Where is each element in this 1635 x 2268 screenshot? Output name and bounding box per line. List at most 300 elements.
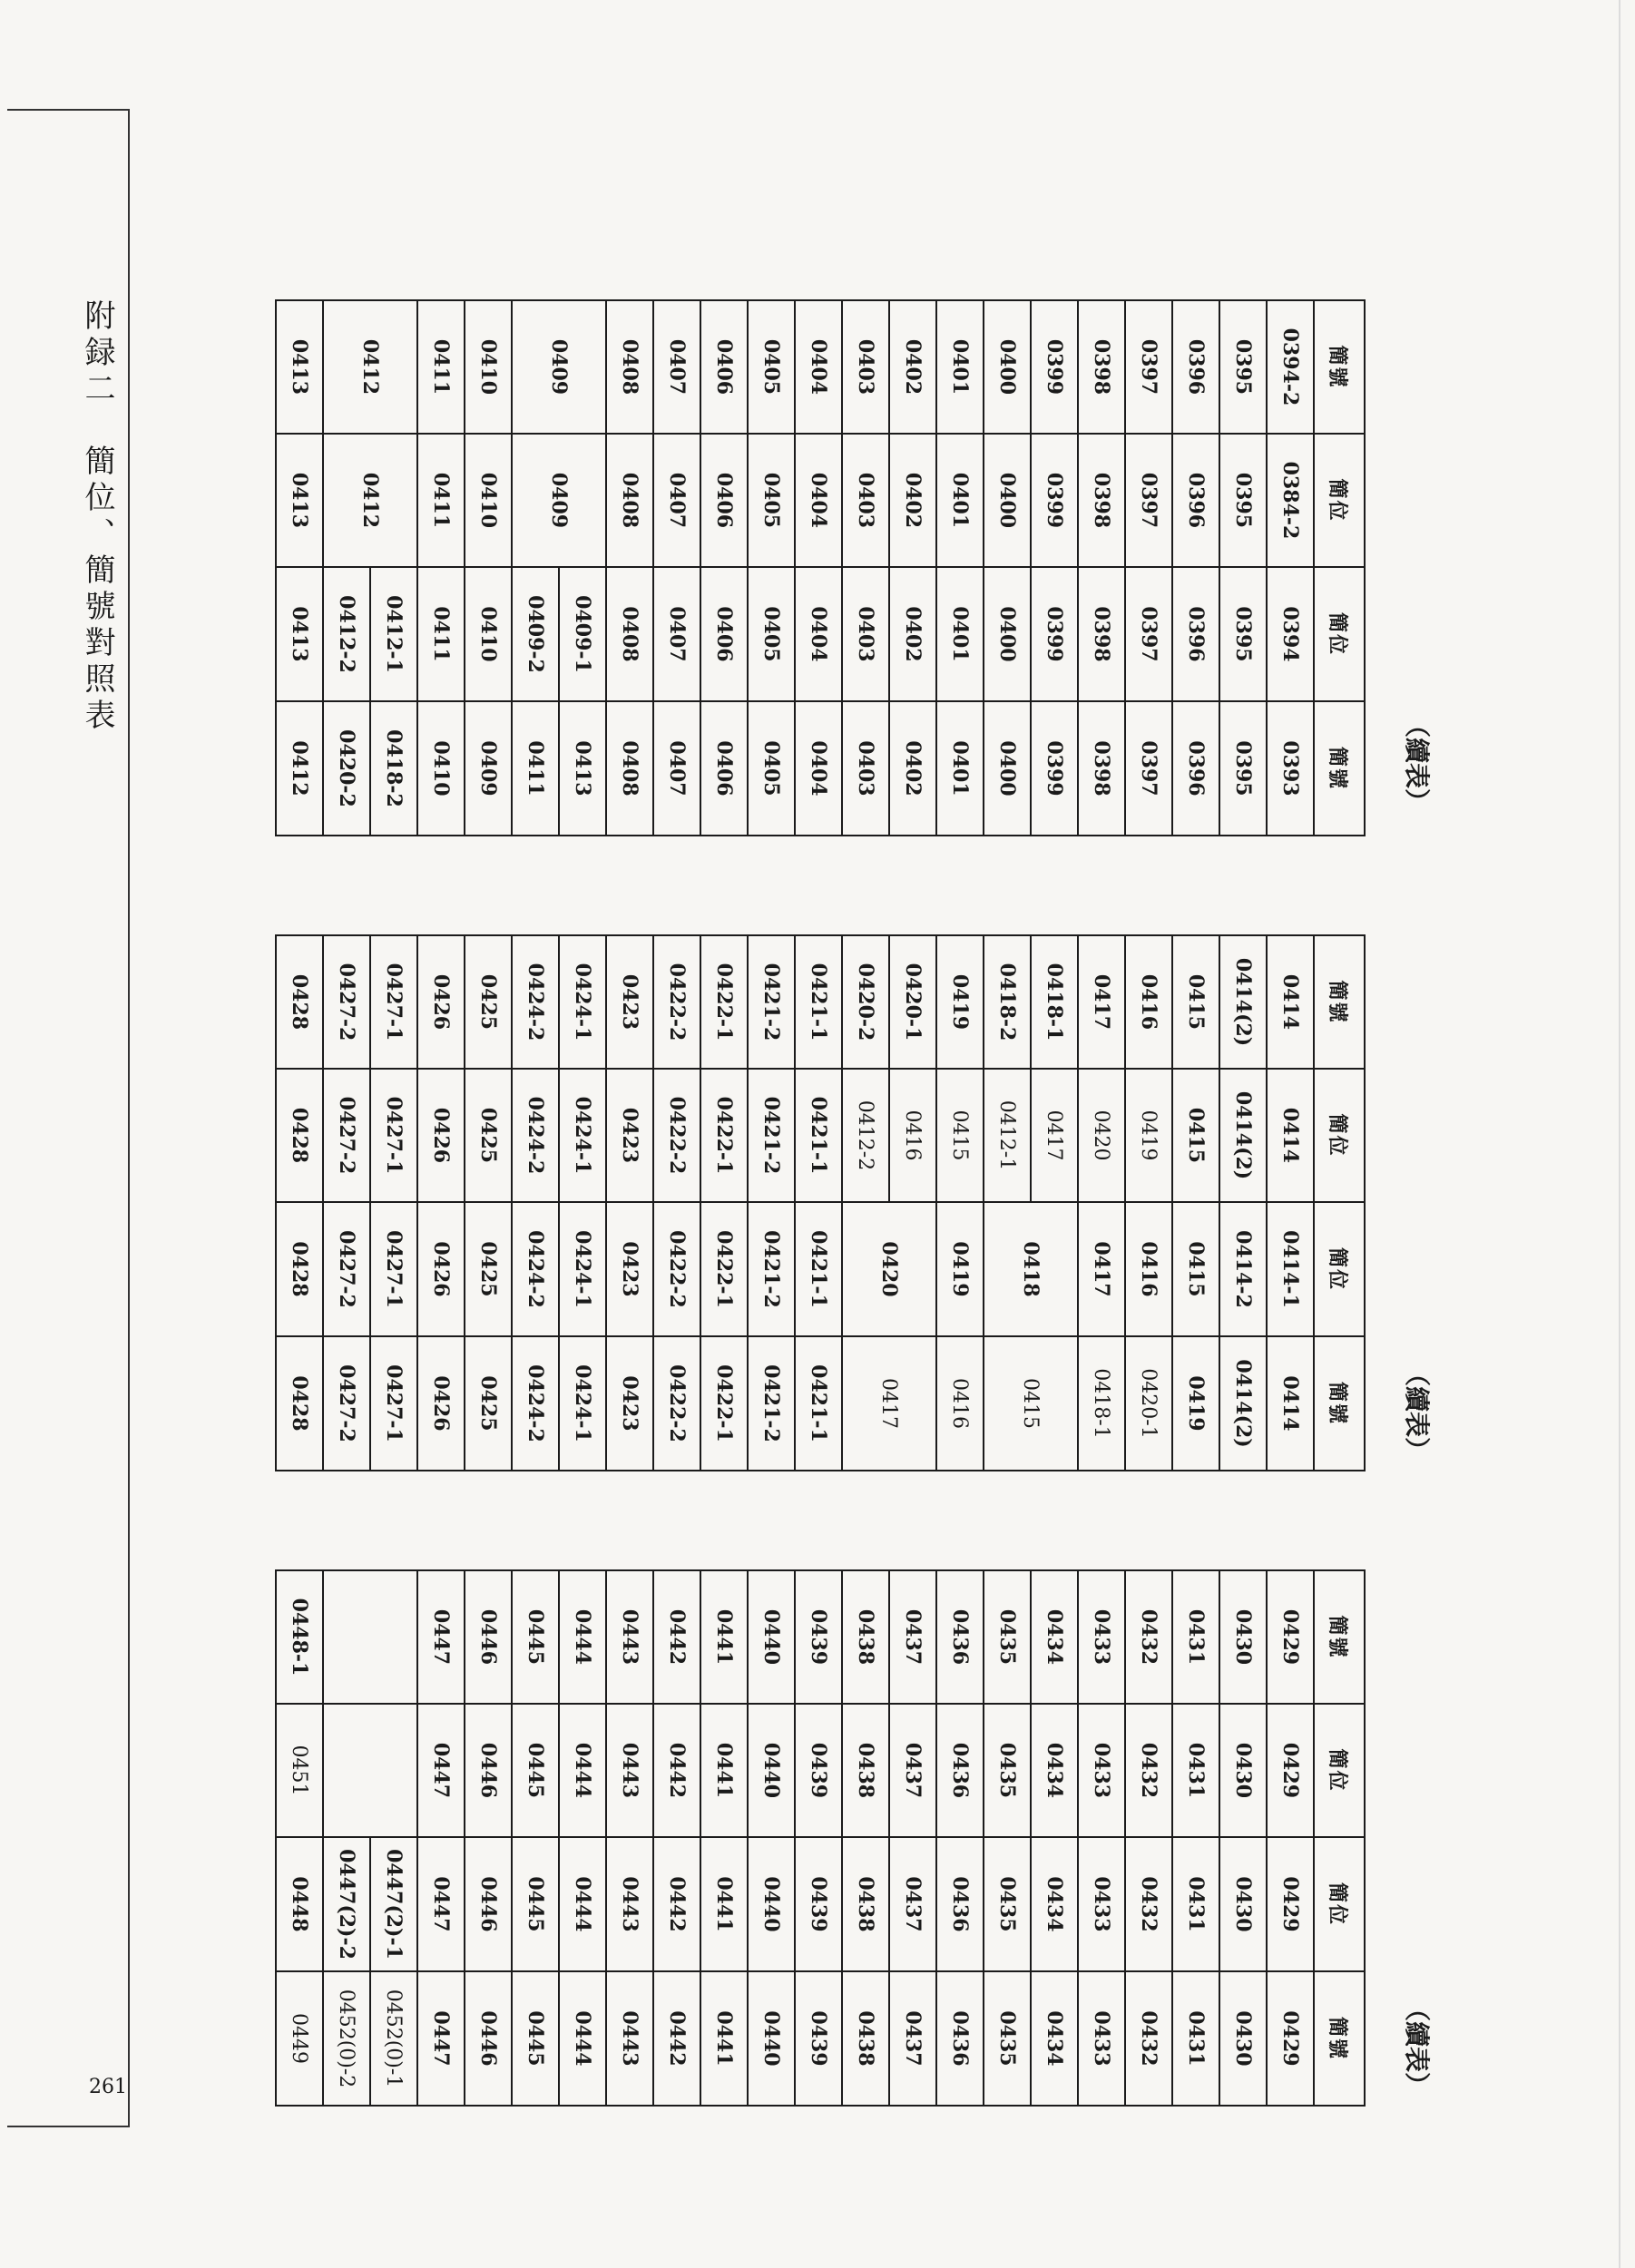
table-cell: 0418-1 — [1031, 935, 1078, 1069]
table-cell: 0411 — [417, 300, 465, 434]
table-cell: 0411 — [512, 701, 559, 836]
table-row — [417, 1570, 465, 2106]
table-cell: 0421-1 — [795, 935, 842, 1069]
table-cell: 0402 — [889, 300, 936, 434]
table-cell: 0446 — [465, 1971, 512, 2106]
table-cell: 0396 — [1172, 567, 1219, 701]
table-cell: 0394 — [1267, 567, 1314, 701]
table-cell: 0407 — [653, 701, 700, 836]
table-cell: 0420-1 — [1125, 1336, 1172, 1471]
table-cell: 0414(2) — [1219, 1336, 1267, 1471]
table-cell: 0433 — [1078, 1837, 1125, 1971]
table-cell: 0412-2 — [842, 1069, 889, 1202]
table-row — [1172, 935, 1219, 1471]
header-slip-position: 簡位 — [1314, 1202, 1365, 1336]
table-cell: 0442 — [653, 1704, 700, 1837]
table-cell: 0431 — [1172, 1704, 1219, 1837]
table-cell: 0403 — [842, 300, 889, 434]
table-cell: 0421-1 — [795, 1202, 842, 1336]
table-cell: 0417 — [1078, 935, 1125, 1069]
table-cell: 0412 — [323, 300, 417, 434]
table-cell: 0437 — [889, 1570, 936, 1704]
table-cell: 0448 — [276, 1837, 323, 1971]
table-row — [1031, 935, 1078, 1471]
table-row — [795, 935, 842, 1471]
table-cell: 0415 — [1172, 1202, 1219, 1336]
table-row — [1219, 935, 1267, 1471]
table-row — [417, 300, 465, 836]
table-cell: 0444 — [559, 1704, 606, 1837]
table-cell: 0406 — [700, 434, 748, 567]
table-cell: 0424-1 — [559, 1336, 606, 1471]
table-cell: 0443 — [606, 1704, 653, 1837]
table-row — [559, 935, 606, 1471]
table-cell: 0427-2 — [323, 1202, 370, 1336]
table-row — [1267, 1570, 1314, 2106]
table-cell: 0405 — [748, 701, 795, 836]
table-cell: 0420-2 — [842, 935, 889, 1069]
table-cell: 0399 — [1031, 434, 1078, 567]
table-row — [559, 1570, 606, 2106]
header-slip-number: 簡號 — [1314, 1336, 1365, 1471]
table-cell: 0404 — [795, 567, 842, 701]
table-cell: 0409 — [512, 300, 606, 434]
table-cell: 0422-1 — [700, 1336, 748, 1471]
table-cell: 0416 — [889, 1069, 936, 1202]
table-row — [606, 935, 653, 1471]
table-cell: 0410 — [465, 567, 512, 701]
table-cell: 0447(2)-1 — [370, 1837, 417, 1971]
table-cell: 0407 — [653, 300, 700, 434]
table-cell: 0422-1 — [700, 1202, 748, 1336]
table-cell: 0443 — [606, 1837, 653, 1971]
table-cell: 0403 — [842, 434, 889, 567]
table-row — [276, 1570, 323, 2106]
table-cell: 0399 — [1031, 567, 1078, 701]
table-row — [323, 935, 370, 1471]
table-cell: 0422-2 — [653, 935, 700, 1069]
table-cell: 0398 — [1078, 567, 1125, 701]
table-cell: 0447 — [417, 1704, 465, 1837]
table-cell: 0415 — [936, 1069, 984, 1202]
table-cell: 0440 — [748, 1971, 795, 2106]
table-cell: 0419 — [936, 1202, 984, 1336]
table-cell: 0405 — [748, 567, 795, 701]
table-cell: 0423 — [606, 1069, 653, 1202]
table-cell: 0398 — [1078, 434, 1125, 567]
table-row — [465, 300, 512, 836]
table-cell: 0414(2) — [1219, 935, 1267, 1069]
table-cell: 0409-1 — [559, 567, 606, 701]
table-cell: 0430 — [1219, 1704, 1267, 1837]
table-row — [936, 300, 984, 836]
table-row — [512, 935, 559, 1471]
table-cell: 0410 — [465, 434, 512, 567]
table-cell: 0411 — [417, 434, 465, 567]
table-cell: 0442 — [653, 1570, 700, 1704]
table-cell: 0410 — [417, 701, 465, 836]
table-cell: 0418-1 — [1078, 1336, 1125, 1471]
table-cell: 0436 — [936, 1704, 984, 1837]
table-cell: 0404 — [795, 434, 842, 567]
table-cell: 0405 — [748, 434, 795, 567]
table-row — [276, 935, 323, 1471]
table-row — [417, 935, 465, 1471]
table-cell: 0414 — [1267, 935, 1314, 1069]
header-slip-number: 簡號 — [1314, 935, 1365, 1069]
table-cell: 0432 — [1125, 1837, 1172, 1971]
table-cell: 0444 — [559, 1570, 606, 1704]
table-row — [1267, 300, 1314, 836]
table-cell: 0417 — [1031, 1069, 1078, 1202]
table-cell: 0418 — [984, 1202, 1078, 1336]
table-row — [1172, 300, 1219, 836]
table-cell: 0436 — [936, 1837, 984, 1971]
table-row — [1125, 300, 1172, 836]
table-row — [1078, 1570, 1125, 2106]
table-row — [606, 300, 653, 836]
table-row — [936, 1570, 984, 2106]
table-cell: 0430 — [1219, 1570, 1267, 1704]
table-cell: 0435 — [984, 1971, 1031, 2106]
table-row — [1125, 1570, 1172, 2106]
table-cell: 0404 — [795, 300, 842, 434]
table-cell: 0421-1 — [795, 1069, 842, 1202]
table-cell: 0412 — [323, 434, 417, 567]
table-cell: 0395 — [1219, 701, 1267, 836]
table-cell: 0405 — [748, 300, 795, 434]
table-cell: 0407 — [653, 434, 700, 567]
table-cell: 0417 — [842, 1336, 936, 1471]
table-cell: 0421-2 — [748, 1336, 795, 1471]
table-cell: 0441 — [700, 1837, 748, 1971]
table-cell: 0433 — [1078, 1971, 1125, 2106]
table-cell: 0399 — [1031, 701, 1078, 836]
table-cell: 0393 — [1267, 701, 1314, 836]
table-row — [1219, 1570, 1267, 2106]
table-row — [889, 1570, 936, 2106]
table-cell: 0438 — [842, 1570, 889, 1704]
table-cell: 0409-2 — [512, 567, 559, 701]
table-cell: 0439 — [795, 1704, 842, 1837]
table-cell: 0439 — [795, 1837, 842, 1971]
table-cell: 0426 — [417, 1336, 465, 1471]
table-row — [1078, 300, 1125, 836]
table-row — [795, 300, 842, 836]
table-cell: 0414-1 — [1267, 1202, 1314, 1336]
table-cell: 0424-2 — [512, 935, 559, 1069]
table-row — [842, 1570, 889, 2106]
table-header-row — [1314, 300, 1365, 836]
table-cell: 0412 — [276, 701, 323, 836]
header-slip-number: 簡號 — [1314, 300, 1365, 434]
table-cell: 0443 — [606, 1570, 653, 1704]
table-row — [512, 1570, 559, 2106]
table-cell: 0414 — [1267, 1069, 1314, 1202]
table-cell: 0395 — [1219, 300, 1267, 434]
table-cell: 0423 — [606, 1336, 653, 1471]
table-cell: 0397 — [1125, 434, 1172, 567]
table-cell: 0398 — [1078, 300, 1125, 434]
table-cell: 0423 — [606, 1202, 653, 1336]
table-cell: 0406 — [700, 701, 748, 836]
table-cell: 0401 — [936, 701, 984, 836]
header-slip-position: 簡位 — [1314, 1069, 1365, 1202]
table-cell: 0438 — [842, 1704, 889, 1837]
mapping-table-2 — [275, 934, 1366, 1471]
table-cell: 0427-2 — [323, 1336, 370, 1471]
table-row — [1031, 1570, 1078, 2106]
table-row — [842, 300, 889, 836]
table-cell: 0441 — [700, 1971, 748, 2106]
table-cell: 0395 — [1219, 434, 1267, 567]
table-cell: 0428 — [276, 935, 323, 1069]
table-cell: 0425 — [465, 935, 512, 1069]
table-cell: 0425 — [465, 1069, 512, 1202]
table-cell: 0424-2 — [512, 1069, 559, 1202]
table-cell: 0408 — [606, 567, 653, 701]
table-cell: 0395 — [1219, 567, 1267, 701]
table-row — [700, 300, 748, 836]
table-row — [559, 300, 606, 836]
table-cell: 0394-2 — [1267, 300, 1314, 434]
table-cell: 0446 — [465, 1704, 512, 1837]
table-cell: 0424-2 — [512, 1336, 559, 1471]
table-cell: 0401 — [936, 434, 984, 567]
table-cell: 0398 — [1078, 701, 1125, 836]
table-cell: 0442 — [653, 1837, 700, 1971]
table-row — [370, 1570, 417, 2106]
table-cell: 0437 — [889, 1704, 936, 1837]
table-cell: 0425 — [465, 1202, 512, 1336]
table-caption: （續表） — [1402, 1361, 1432, 1463]
table-cell: 0421-1 — [795, 1336, 842, 1471]
table-cell: 0446 — [465, 1837, 512, 1971]
table-cell: 0430 — [1219, 1971, 1267, 2106]
table-row — [653, 300, 700, 836]
table-cell: 0424-1 — [559, 1069, 606, 1202]
table-cell: 0445 — [512, 1837, 559, 1971]
table-cell: 0413 — [276, 434, 323, 567]
table-cell: 0422-2 — [653, 1069, 700, 1202]
table-cell: 0434 — [1031, 1837, 1078, 1971]
table-row — [653, 1570, 700, 2106]
table-cell: 0428 — [276, 1069, 323, 1202]
table-cell: 0440 — [748, 1837, 795, 1971]
table-row — [606, 1570, 653, 2106]
table-cell: 0447(2)-2 — [323, 1837, 370, 1971]
table-cell: 0410 — [465, 300, 512, 434]
table-cell: 0402 — [889, 567, 936, 701]
table-cell: 0414 — [1267, 1336, 1314, 1471]
table-cell: 0400 — [984, 567, 1031, 701]
table-row — [748, 1570, 795, 2106]
table-cell: 0427-1 — [370, 1336, 417, 1471]
table-cell: 0421-2 — [748, 1069, 795, 1202]
table-cell: 0447 — [417, 1570, 465, 1704]
table-cell: 0422-2 — [653, 1336, 700, 1471]
table-cell: 0413 — [559, 701, 606, 836]
table-cell: 0440 — [748, 1570, 795, 1704]
table-header-row — [1314, 935, 1365, 1471]
table-cell: 0431 — [1172, 1971, 1219, 2106]
table-cell: 0429 — [1267, 1704, 1314, 1837]
table-cell: 0438 — [842, 1971, 889, 2106]
table-cell: 0420 — [842, 1202, 936, 1336]
table-cell: 0396 — [1172, 434, 1219, 567]
table-row — [984, 1570, 1031, 2106]
table-cell: 0447 — [417, 1837, 465, 1971]
table-cell: 0449 — [276, 1971, 323, 2106]
mapping-table-3 — [275, 1569, 1366, 2107]
table-cell: 0413 — [276, 567, 323, 701]
table-row — [1172, 1570, 1219, 2106]
table-cell: 0436 — [936, 1570, 984, 1704]
table-cell: 0447 — [417, 1971, 465, 2106]
table-cell: 0396 — [1172, 300, 1219, 434]
table-cell: 0397 — [1125, 300, 1172, 434]
table-cell: 0435 — [984, 1837, 1031, 1971]
table-cell: 0420 — [1078, 1069, 1125, 1202]
table-cell: 0426 — [417, 1069, 465, 1202]
header-slip-number: 簡號 — [1314, 1971, 1365, 2106]
table-cell: 0424-2 — [512, 1202, 559, 1336]
table-cell: 0419 — [1172, 1336, 1219, 1471]
table-cell: 0427-1 — [370, 1202, 417, 1336]
table-row — [748, 300, 795, 836]
table-row — [1125, 935, 1172, 1471]
page-edge — [1619, 0, 1620, 2268]
table-cell: 0439 — [795, 1570, 842, 1704]
table-cell: 0406 — [700, 300, 748, 434]
table-cell: 0429 — [1267, 1570, 1314, 1704]
table-cell: 0384-2 — [1267, 434, 1314, 567]
table-cell: 0427-1 — [370, 1069, 417, 1202]
header-slip-position: 簡位 — [1314, 434, 1365, 567]
table-cell: 0432 — [1125, 1704, 1172, 1837]
table-cell: 0409 — [465, 701, 512, 836]
header-slip-position: 簡位 — [1314, 1704, 1365, 1837]
table-row — [1219, 300, 1267, 836]
table-cell: 0404 — [795, 701, 842, 836]
table-cell: 0416 — [1125, 1202, 1172, 1336]
table-cell: 0432 — [1125, 1971, 1172, 2106]
table-caption: （續表） — [1402, 1996, 1432, 2098]
table-cell: 0419 — [1125, 1069, 1172, 1202]
table-cell: 0445 — [512, 1971, 559, 2106]
table-cell: 0430 — [1219, 1837, 1267, 1971]
table-row — [1031, 300, 1078, 836]
table-cell: 0412-2 — [323, 567, 370, 701]
table-cell: 0397 — [1125, 701, 1172, 836]
table-cell: 0427-1 — [370, 935, 417, 1069]
table-cell: 0446 — [465, 1570, 512, 1704]
table-cell: 0421-2 — [748, 1202, 795, 1336]
table-cell: 0420-2 — [323, 701, 370, 836]
table-row — [700, 935, 748, 1471]
table-row — [653, 935, 700, 1471]
table-cell: 0437 — [889, 1837, 936, 1971]
table-row — [889, 300, 936, 836]
table-cell: 0422-2 — [653, 1202, 700, 1336]
table-cell: 0431 — [1172, 1837, 1219, 1971]
header-slip-position: 簡位 — [1314, 1837, 1365, 1971]
table-cell: 0444 — [559, 1837, 606, 1971]
running-head: 附録二 簡位、簡號對照表 — [79, 299, 115, 735]
table-cell: 0423 — [606, 935, 653, 1069]
page-number: 261 — [89, 2076, 127, 2098]
table-row — [748, 935, 795, 1471]
table-cell: 0448-1 — [276, 1570, 323, 1704]
table-cell: 0422-1 — [700, 935, 748, 1069]
table-cell: 0436 — [936, 1971, 984, 2106]
header-slip-number: 簡號 — [1314, 701, 1365, 836]
table-cell: 0411 — [417, 567, 465, 701]
header-slip-number: 簡號 — [1314, 1570, 1365, 1704]
table-cell: 0426 — [417, 935, 465, 1069]
table-cell: 0416 — [1125, 935, 1172, 1069]
header-slip-position: 簡位 — [1314, 567, 1365, 701]
table-cell: 0442 — [653, 1971, 700, 2106]
table-cell: 0417 — [1078, 1202, 1125, 1336]
table-cell: 0422-1 — [700, 1069, 748, 1202]
table-caption: （續表） — [1402, 712, 1432, 815]
table-cell: 0408 — [606, 701, 653, 836]
table-cell: 0427-2 — [323, 935, 370, 1069]
table-cell: 0440 — [748, 1704, 795, 1837]
table-cell: 0433 — [1078, 1570, 1125, 1704]
table-cell: 0435 — [984, 1704, 1031, 1837]
table-cell: 0445 — [512, 1570, 559, 1704]
table-row — [276, 300, 323, 836]
table-cell: 0431 — [1172, 1570, 1219, 1704]
table-row — [700, 1570, 748, 2106]
table-cell: 0399 — [1031, 300, 1078, 434]
table-row — [936, 935, 984, 1471]
table-cell: 0401 — [936, 567, 984, 701]
table-cell: 0433 — [1078, 1704, 1125, 1837]
mapping-table-1 — [275, 299, 1366, 836]
table-cell: 0444 — [559, 1971, 606, 2106]
table-cell: 0424-1 — [559, 1202, 606, 1336]
table-cell: 0409 — [512, 434, 606, 567]
table-cell: 0414(2) — [1219, 1069, 1267, 1202]
table-cell: 0419 — [936, 935, 984, 1069]
table-cell: 0452(0)-1 — [370, 1971, 417, 2106]
table-header-row — [1314, 1570, 1365, 2106]
table-cell: 0420-1 — [889, 935, 936, 1069]
table-cell: 0418-2 — [984, 935, 1031, 1069]
table-row — [984, 300, 1031, 836]
table-cell: 0441 — [700, 1570, 748, 1704]
table-cell: 0413 — [276, 300, 323, 434]
table-cell: 0427-2 — [323, 1069, 370, 1202]
table-cell: 0415 — [984, 1336, 1078, 1471]
table-row — [465, 1570, 512, 2106]
table-row — [1078, 935, 1125, 1471]
table-cell: 0421-2 — [748, 935, 795, 1069]
table-cell: 0443 — [606, 1971, 653, 2106]
table-cell: 0406 — [700, 567, 748, 701]
table-cell — [323, 1570, 417, 1704]
table-cell: 0432 — [1125, 1570, 1172, 1704]
table-cell: 0414-2 — [1219, 1202, 1267, 1336]
table-cell: 0400 — [984, 434, 1031, 567]
table-cell: 0412-1 — [370, 567, 417, 701]
table-row — [889, 935, 936, 1471]
table-cell: 0396 — [1172, 701, 1219, 836]
table-row — [370, 935, 417, 1471]
